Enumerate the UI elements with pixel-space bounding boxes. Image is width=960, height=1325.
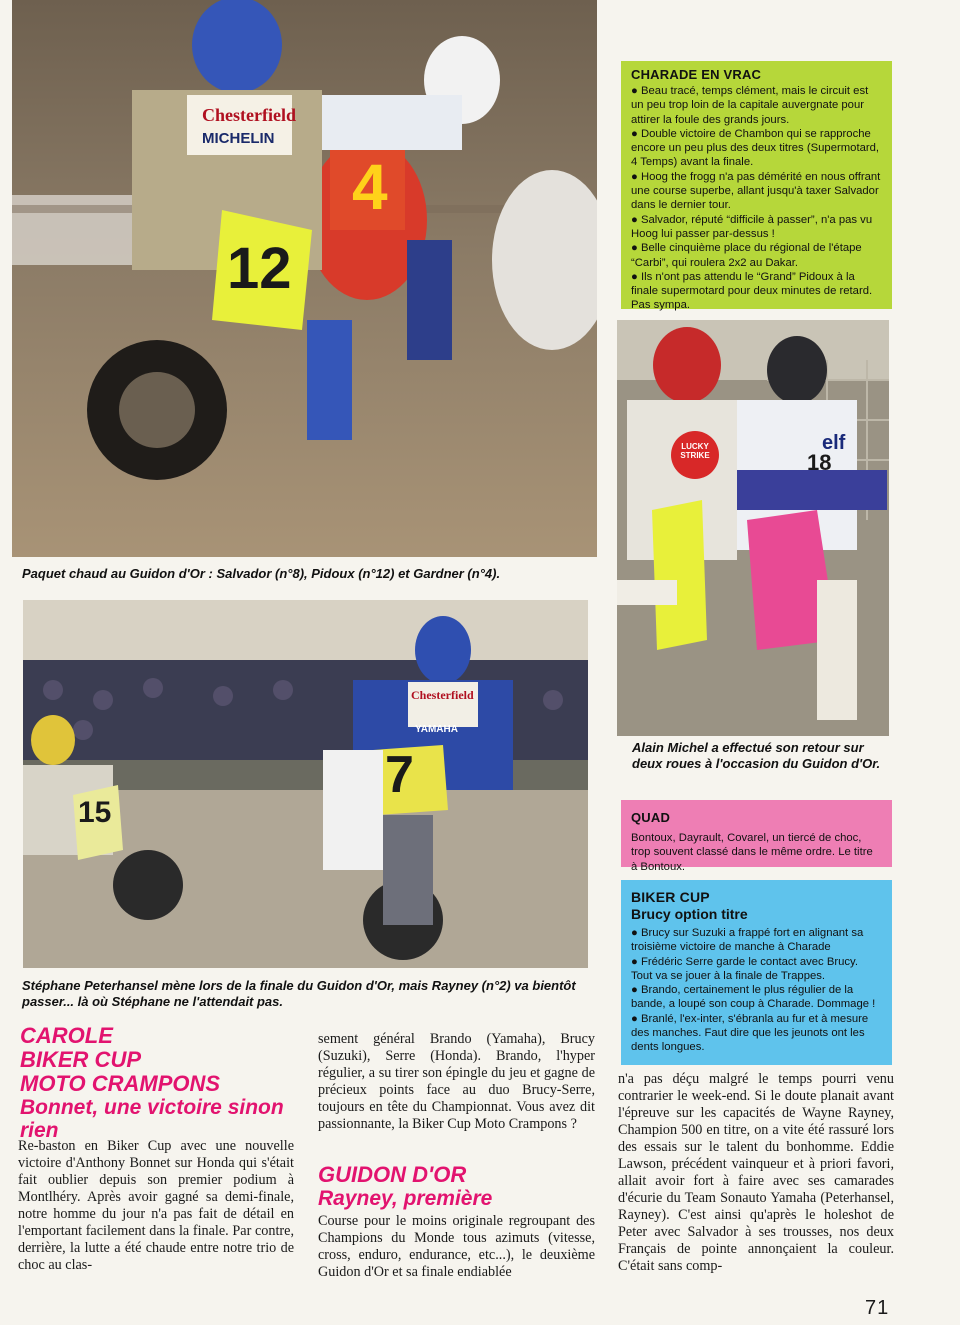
rider-number-15: 15 — [78, 796, 112, 829]
box-charade-title: CHARADE EN VRAC — [631, 67, 762, 82]
rider-number-18: 18 — [807, 450, 832, 475]
box-biker-list — [631, 926, 882, 1055]
article2-paragraph: Course pour le moins originale regroupant des Champions du Monde tous azimuts (vitesse, cross, enduro, endurance, etc...), le deuxième Guidon d'Or et sa finale endiablée — [318, 1213, 595, 1280]
box-quad-text: Bontoux, Dayrault, Covarel, un tiercé de choc, trop souvent classé dans le même ordre. Le titre à Bontoux. — [631, 832, 873, 873]
article1-heading-line2: BIKER CUP — [20, 1047, 142, 1072]
box-biker-cup — [621, 880, 892, 1065]
list-item: ● Belle cinquième place du régional de l'étape “Carbi”, qui roulera 2x2 au Dakar. — [631, 242, 862, 269]
photo-peterhansel — [23, 600, 588, 968]
article1-heading-line3: MOTO CRAMPONS — [20, 1071, 221, 1096]
rider-number-7: 7 — [385, 746, 414, 804]
article2-heading — [318, 1163, 595, 1210]
list-item: ● Brucy sur Suzuki a frappé fort en alignant sa troisième victoire de manche à Charade — [631, 927, 864, 954]
list-item: ● Branlé, l'ex-inter, s'ébranla au fur et à mesure des manches. Faut dire que les jeunots ont les dents longues. — [631, 1012, 869, 1054]
list-item: ● Ils n'ont pas attendu le “Grand” Pidoux à la finale supermotard pour deux minutes de retard. Pas sympa. — [631, 270, 873, 312]
sponsor-lucky-strike: LUCKY STRIKE — [680, 442, 710, 460]
sponsor-chesterfield: Chesterfield — [202, 105, 296, 125]
caption-photo2: Alain Michel a effectué son retour sur deux roues à l'occasion du Guidon d'Or. — [632, 740, 881, 771]
sponsor-elf: elf — [822, 432, 846, 454]
article1-body-col2 — [318, 1031, 595, 1133]
box-quad-title: QUAD — [631, 810, 671, 825]
list-item: ● Salvador, réputé “difficile à passer”, n'a pas vu Hoog lui passer par-dessus ! — [631, 213, 873, 240]
list-item: ● Double victoire de Chambon qui se rapproche encore un peu plus des deux titres (Supermotard, 4 Temps) avant la finale. — [631, 127, 880, 169]
article1-paragraph-cont: sement général Brando (Yamaha), Brucy (Suzuki), Serre (Honda). Brando, l'hyper régulier, a su tirer son épingle du jeu et gagne de précieux points face au duo Brucy-Serre, toujours en tête du Championnat. Vous avez dit passionnante, la Biker Cup Moto Crampons ? — [318, 1031, 595, 1132]
article2-heading-title: GUIDON D'OR — [318, 1162, 467, 1187]
list-item: ● Hoog the frogg n'a pas démérité en nous offrant une course superbe, allant jusqu'à taxer Salvador dans le dernier tour. — [631, 170, 881, 212]
box-charade-en-vrac — [621, 61, 892, 312]
box-charade-list — [631, 84, 882, 313]
article2-body-col2 — [318, 1213, 595, 1281]
article2-body-col3 — [618, 1071, 894, 1275]
sponsor-michelin: MICHELIN — [202, 130, 275, 147]
caption-photo3: Stéphane Peterhansel mène lors de la finale du Guidon d'Or, mais Rayney (n°2) va bientôt passer... là où Stéphane ne l'attendait pas. — [22, 978, 576, 1009]
article2-paragraph-cont: n'a pas déçu malgré le temps pourri venu contrarier le week-end. Si le doute planait avant l'épreuve sur les capacités de Wayne Rayney, Champion 500 en titre, on a vite été rassuré lors des essais sur le talent du bonhomme. Eddie Lawson, précédent vainqueur et à priori favori, allait avoir fort à faire avec ses camarades d'écurie du Team Sonauto Yamaha (Peterhansel, Rayney). C'est ainsi qu'après le holeshot de Peter avec Salvador à ses trousses, nos deux Français de pointe annonçaient la couleur. C'était sans comp- — [618, 1071, 894, 1274]
caption-photo1: Paquet chaud au Guidon d'Or : Salvador (n°8), Pidoux (n°12) et Gardner (n°4). — [22, 566, 501, 581]
list-item: ● Brando, certainement le plus régulier de la bande, a loupé son coup à Charade. Dommage ! — [631, 984, 876, 1011]
article1-body-col1 — [18, 1138, 294, 1274]
article1-heading-line1: CAROLE — [20, 1023, 113, 1048]
page-number: 71 — [865, 1297, 890, 1319]
rider-number-4: 4 — [352, 151, 388, 223]
box-biker-title: BIKER CUP — [631, 889, 710, 905]
photo-race-pack — [12, 0, 597, 557]
box-quad — [621, 800, 892, 873]
article1-subheading: Bonnet, une victoire sinon rien — [20, 1096, 284, 1142]
photo-alain-michel — [617, 320, 889, 736]
sponsor-yamaha: YAMAHA — [415, 724, 458, 735]
box-biker-subtitle: Brucy option titre — [631, 906, 748, 922]
rider-number-12: 12 — [227, 236, 292, 301]
list-item: ● Frédéric Serre garde le contact avec Brucy. Tout va se jouer à la finale de Trappes. — [631, 955, 858, 982]
list-item: ● Beau tracé, temps clément, mais le circuit est un peu trop loin de la capitale auvergnate pour attirer la foule des grands jours. — [631, 85, 869, 126]
article2-subheading: Rayney, première — [318, 1187, 493, 1210]
article1-heading — [20, 1024, 290, 1142]
sponsor-chesterfield-2: Chesterfield — [411, 688, 474, 702]
article1-paragraph: Re-baston en Biker Cup avec une nouvelle victoire d'Anthony Bonnet sur Honda qui s'était fait oublier depuis son premier podium à Montlhéry. Après avoir gagné sa demi-finale, notre homme du jour n'a pas fait de détail en l'emportant facilement dans la finale. Par contre, derrière, la lutte a été chaude entre notre trio de choc au clas- — [18, 1138, 294, 1273]
